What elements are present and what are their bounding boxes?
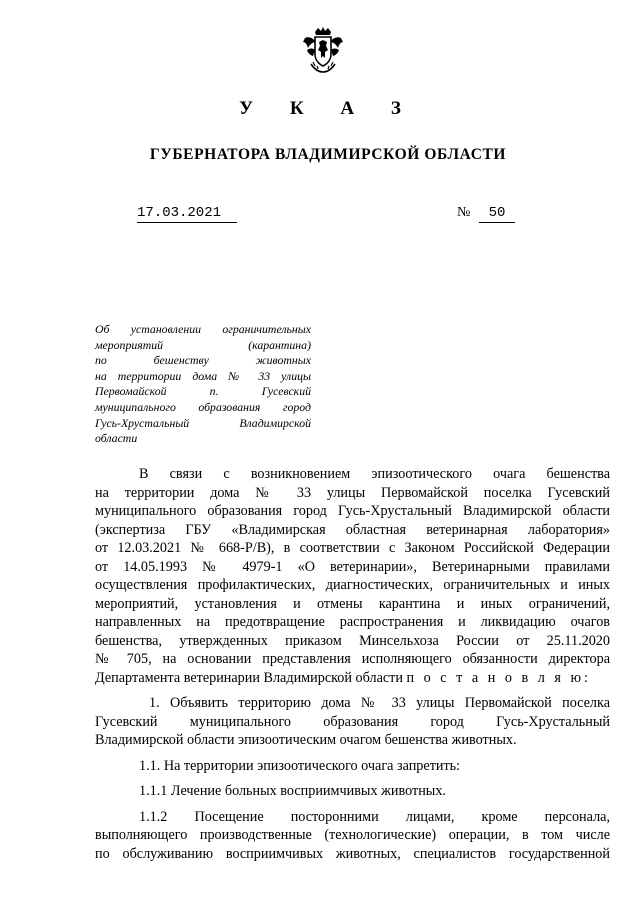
item-1-line: Гусевский муниципального образования город Гусь-Хрустальный xyxy=(95,713,610,730)
subject-line: области xyxy=(95,431,138,446)
item-1-1-1: 1.1.1 Лечение больных восприимчивых животных. xyxy=(139,783,446,799)
body-line: осуществления профилактических, диагностических, ограничительных и иных xyxy=(95,577,610,593)
decree-word: п о с т а н о в л я ю: xyxy=(406,669,591,686)
subject-line: на территории дома № 33 улицы xyxy=(95,368,311,383)
decree-body xyxy=(95,465,610,863)
document-type-heading: У К А З xyxy=(239,98,417,119)
subject-line: муниципального образования город xyxy=(95,399,311,414)
subject-line: Первомайской п. Гусевский xyxy=(95,384,311,399)
body-line-decree xyxy=(95,669,610,688)
subject-line: по бешенству животных xyxy=(95,353,311,368)
body-line: № 705, на основании представления исполняющего обязанности директора xyxy=(95,651,610,667)
item-1-line: 1. Объявить территорию дома № 33 улицы Первомайской поселка xyxy=(149,695,610,711)
body-line: на территории дома № 33 улицы Первомайской поселка Гусевский xyxy=(95,484,610,501)
item-1-1-2-line: 1.1.2 Посещение посторонними лицами, кроме персонала, xyxy=(139,808,610,825)
item-1-line: Владимирской области эпизоотическим очагом бешенства животных. xyxy=(95,732,517,748)
subject-line: мероприятий (карантина) xyxy=(95,337,311,352)
body-line: от 14.05.1993 № 4979-1 «О ветеринарии», Ветеринарными правилами xyxy=(95,558,610,575)
body-line: бешенства, утвержденных приказом Минсельхоза России от 25.11.2020 xyxy=(95,632,610,649)
coat-of-arms-icon xyxy=(301,26,345,74)
item-1-1-2-line: выполняющего производственные (технологические) операции, в том числе xyxy=(95,827,610,843)
body-line: В связи с возникновением эпизоотического очага бешенства xyxy=(139,466,610,482)
decree-date: 17.03.2021 xyxy=(137,205,237,223)
body-line: Департамента ветеринарии Владимирской области xyxy=(95,669,403,686)
body-line: (экспертиза ГБУ «Владимирская областная ветеринарная лаборатория» xyxy=(95,521,610,538)
body-line: от 12.03.2021 № 668-Р/В), в соответствии с Законом Российской Федерации xyxy=(95,540,610,556)
item-1-1: 1.1. На территории эпизоотического очага запретить: xyxy=(139,757,461,774)
body-line: мероприятий, установления и отмены карантина и иных ограничений, xyxy=(95,595,610,612)
issuer-heading: ГУБЕРНАТОРА ВЛАДИМИРСКОЙ ОБЛАСТИ xyxy=(149,146,507,163)
decree-number: 50 xyxy=(479,205,515,223)
subject-line: Об установлении ограничительных xyxy=(95,322,311,336)
subject-line: Гусь-Хрустальный Владимирской xyxy=(95,415,311,430)
decree-subject xyxy=(95,322,311,447)
body-line: направленных на предотвращение распространения и ликвидацию очагов xyxy=(95,614,610,630)
body-line: муниципального образования город Гусь-Хрустальный Владимирской области xyxy=(95,503,610,519)
decree-number-label: № xyxy=(457,205,471,220)
item-1-1-2-line: по обслуживанию восприимчивых животных, специалистов государственной xyxy=(95,845,610,862)
